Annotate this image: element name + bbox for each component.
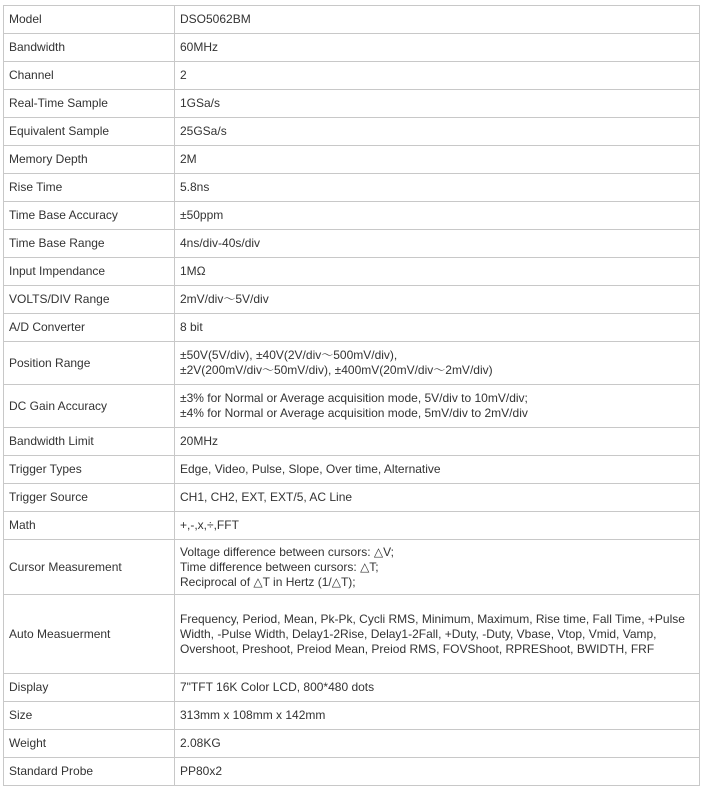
spec-label: Size xyxy=(4,702,175,730)
spec-label: Display xyxy=(4,674,175,702)
spec-label: Standard Probe xyxy=(4,758,175,786)
spec-value: 4ns/div-40s/div xyxy=(175,230,700,258)
spec-label: Time Base Range xyxy=(4,230,175,258)
table-row xyxy=(4,512,700,540)
spec-value: 2mV/div～5V/div xyxy=(175,286,700,314)
spec-value: Frequency, Period, Mean, Pk-Pk, Cycli RMS, Minimum, Maximum, Rise time, Fall Time, +Pulse Width, -Pulse Width, Delay1-2Rise, Delay1-2Fall, +Duty, -Duty, Vbase, Vtop, Vmid, Vamp, Overshoot, Preshoot, Preiod Mean, Preiod RMS, FOVShoot, RPREShoot, BWIDTH, FRF xyxy=(175,595,700,674)
spec-label: Memory Depth xyxy=(4,146,175,174)
spec-label: Bandwidth xyxy=(4,34,175,62)
spec-value: 20MHz xyxy=(175,428,700,456)
spec-label: Real-Time Sample xyxy=(4,90,175,118)
table-row xyxy=(4,90,700,118)
table-row xyxy=(4,595,700,674)
spec-value: +,-,x,÷,FFT xyxy=(175,512,700,540)
spec-label: Math xyxy=(4,512,175,540)
spec-value: DSO5062BM xyxy=(175,6,700,34)
spec-label: A/D Converter xyxy=(4,314,175,342)
spec-label: Model xyxy=(4,6,175,34)
table-row xyxy=(4,428,700,456)
table-row xyxy=(4,540,700,595)
spec-value: 2.08KG xyxy=(175,730,700,758)
spec-label: Time Base Accuracy xyxy=(4,202,175,230)
spec-value: PP80x2 xyxy=(175,758,700,786)
table-row xyxy=(4,6,700,34)
table-row xyxy=(4,484,700,512)
spec-value: ±50V(5V/div), ±40V(2V/div～500mV/div), ±2V(200mV/div～50mV/div), ±400mV(20mV/div～2mV/div) xyxy=(175,342,700,385)
spec-value: 2M xyxy=(175,146,700,174)
spec-label: DC Gain Accuracy xyxy=(4,385,175,428)
spec-value: 1GSa/s xyxy=(175,90,700,118)
table-row xyxy=(4,674,700,702)
table-row xyxy=(4,146,700,174)
spec-value: ±50ppm xyxy=(175,202,700,230)
spec-label: Auto Measuerment xyxy=(4,595,175,674)
table-row xyxy=(4,758,700,786)
spec-label: Weight xyxy=(4,730,175,758)
table-row xyxy=(4,118,700,146)
spec-value: 2 xyxy=(175,62,700,90)
spec-label: Position Range xyxy=(4,342,175,385)
spec-label: Trigger Source xyxy=(4,484,175,512)
table-row xyxy=(4,702,700,730)
table-row xyxy=(4,202,700,230)
table-row xyxy=(4,174,700,202)
table-row xyxy=(4,62,700,90)
table-row xyxy=(4,456,700,484)
spec-value: 313mm x 108mm x 142mm xyxy=(175,702,700,730)
spec-value: ±3% for Normal or Average acquisition mode, 5V/div to 10mV/div; ±4% for Normal or Average acquisition mode, 5mV/div to 2mV/div xyxy=(175,385,700,428)
table-row xyxy=(4,230,700,258)
spec-label: VOLTS/DIV Range xyxy=(4,286,175,314)
table-row xyxy=(4,34,700,62)
table-row xyxy=(4,258,700,286)
spec-value: 1MΩ xyxy=(175,258,700,286)
spec-label: Cursor Measurement xyxy=(4,540,175,595)
table-row xyxy=(4,342,700,385)
spec-label: Equivalent Sample xyxy=(4,118,175,146)
spec-value: 25GSa/s xyxy=(175,118,700,146)
spec-label: Input Impendance xyxy=(4,258,175,286)
table-row xyxy=(4,314,700,342)
spec-label: Bandwidth Limit xyxy=(4,428,175,456)
spec-value: 60MHz xyxy=(175,34,700,62)
spec-label: Rise Time xyxy=(4,174,175,202)
spec-label: Channel xyxy=(4,62,175,90)
spec-value: Edge, Video, Pulse, Slope, Over time, Alternative xyxy=(175,456,700,484)
table-row xyxy=(4,286,700,314)
spec-value: CH1, CH2, EXT, EXT/5, AC Line xyxy=(175,484,700,512)
spec-table xyxy=(3,5,700,786)
spec-value: 7"TFT 16K Color LCD, 800*480 dots xyxy=(175,674,700,702)
spec-label: Trigger Types xyxy=(4,456,175,484)
spec-value: 8 bit xyxy=(175,314,700,342)
spec-value: Voltage difference between cursors: △V; Time difference between cursors: △T; Reciprocal of △T in Hertz (1/△T); xyxy=(175,540,700,595)
spec-value: 5.8ns xyxy=(175,174,700,202)
table-row xyxy=(4,385,700,428)
table-row xyxy=(4,730,700,758)
